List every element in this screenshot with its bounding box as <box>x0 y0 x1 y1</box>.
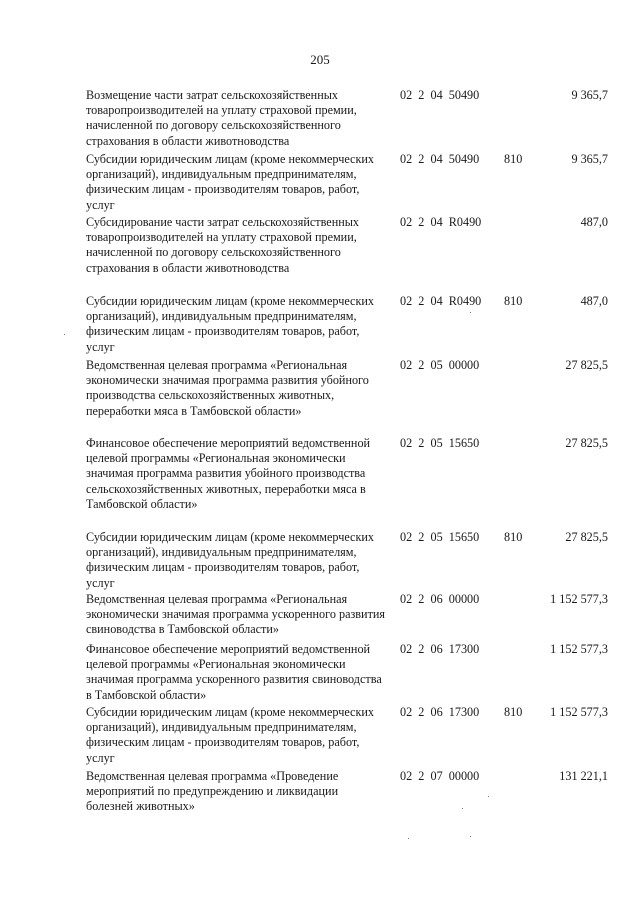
row-expense-type: 810 <box>504 530 523 544</box>
scan-speck <box>470 836 471 837</box>
row-name: Субсидии юридическим лицам (кроме некоммерческих организаций), индивидуальным предпринимателям, физическим лицам - производителям товаров, работ, услуг <box>86 294 374 354</box>
row-name: Финансовое обеспечение мероприятий ведомственной целевой программы «Региональная экономически значимая программа ускоренного развития свиноводства в Тамбовской области» <box>86 642 382 702</box>
row-expense-type: 810 <box>504 705 523 719</box>
row-name: Субсидии юридическим лицам (кроме некоммерческих организаций), индивидуальным предпринимателям, физическим лицам - производителям товаров, работ, услуг <box>86 530 374 590</box>
row-code: 02 2 04 50490 <box>400 152 480 166</box>
row-amount: 487,0 <box>580 294 608 308</box>
scan-speck <box>488 796 489 797</box>
row-code: 02 2 04 50490 <box>400 88 480 102</box>
row-code: 02 2 04 R0490 <box>400 294 482 308</box>
row-name: Субсидии юридическим лицам (кроме некоммерческих организаций), индивидуальным предпринимателям, физическим лицам - производителям товаров, работ, услуг <box>86 152 374 212</box>
row-amount: 27 825,5 <box>565 358 608 372</box>
row-expense-type: 810 <box>504 294 523 308</box>
row-expense-type: 810 <box>504 152 523 166</box>
row-amount: 1 152 577,3 <box>550 642 608 656</box>
row-code: 02 2 06 17300 <box>400 642 480 656</box>
row-code: 02 2 04 R0490 <box>400 215 482 229</box>
row-amount: 131 221,1 <box>559 769 608 783</box>
row-amount: 27 825,5 <box>565 436 608 450</box>
row-amount: 1 152 577,3 <box>550 592 608 606</box>
row-name: Субсидии юридическим лицам (кроме некоммерческих организаций), индивидуальным предпринимателям, физическим лицам - производителям товаров, работ, услуг <box>86 705 374 765</box>
row-name: Ведомственная целевая программа «Проведение мероприятий по предупреждению и ликвидации болезней животных» <box>86 769 339 814</box>
row-amount: 9 365,7 <box>571 88 608 102</box>
row-code: 02 2 05 15650 <box>400 436 480 450</box>
row-name: Финансовое обеспечение мероприятий ведомственной целевой программы «Региональная экономически значимая программа развития убойного производства сельскохозяйственных животных, переработки мяса в Тамбовской области» <box>86 436 371 511</box>
row-name: Ведомственная целевая программа «Региональная экономически значимая программа развития убойного производства сельскохозяйственных животных, переработки мяса в Тамбовской области» <box>86 358 369 418</box>
row-name: Возмещение части затрат сельскохозяйственных товаропроизводителей на уплату страховой премии, начисленной по договору сельскохозяйственного страхования в области животноводства <box>86 88 357 148</box>
row-amount: 27 825,5 <box>565 530 608 544</box>
scan-speck <box>408 838 409 839</box>
page-number: 205 <box>310 52 330 67</box>
row-code: 02 2 05 00000 <box>400 358 480 372</box>
row-name: Ведомственная целевая программа «Региональная экономически значимая программа ускоренного развития свиноводства в Тамбовской области» <box>86 592 386 637</box>
row-code: 02 2 05 15650 <box>400 530 480 544</box>
scan-speck <box>470 312 471 313</box>
row-amount: 9 365,7 <box>571 152 608 166</box>
row-amount: 487,0 <box>580 215 608 229</box>
row-name: Субсидирование части затрат сельскохозяйственных товаропроизводителей на уплату страховой премии, начисленной по договору сельскохозяйственного страхования в области животноводства <box>86 215 360 275</box>
row-amount: 1 152 577,3 <box>550 705 608 719</box>
row-code: 02 2 07 00000 <box>400 769 480 783</box>
scan-speck <box>64 334 65 335</box>
row-code: 02 2 06 00000 <box>400 592 480 606</box>
scan-speck <box>462 808 463 809</box>
row-code: 02 2 06 17300 <box>400 705 480 719</box>
